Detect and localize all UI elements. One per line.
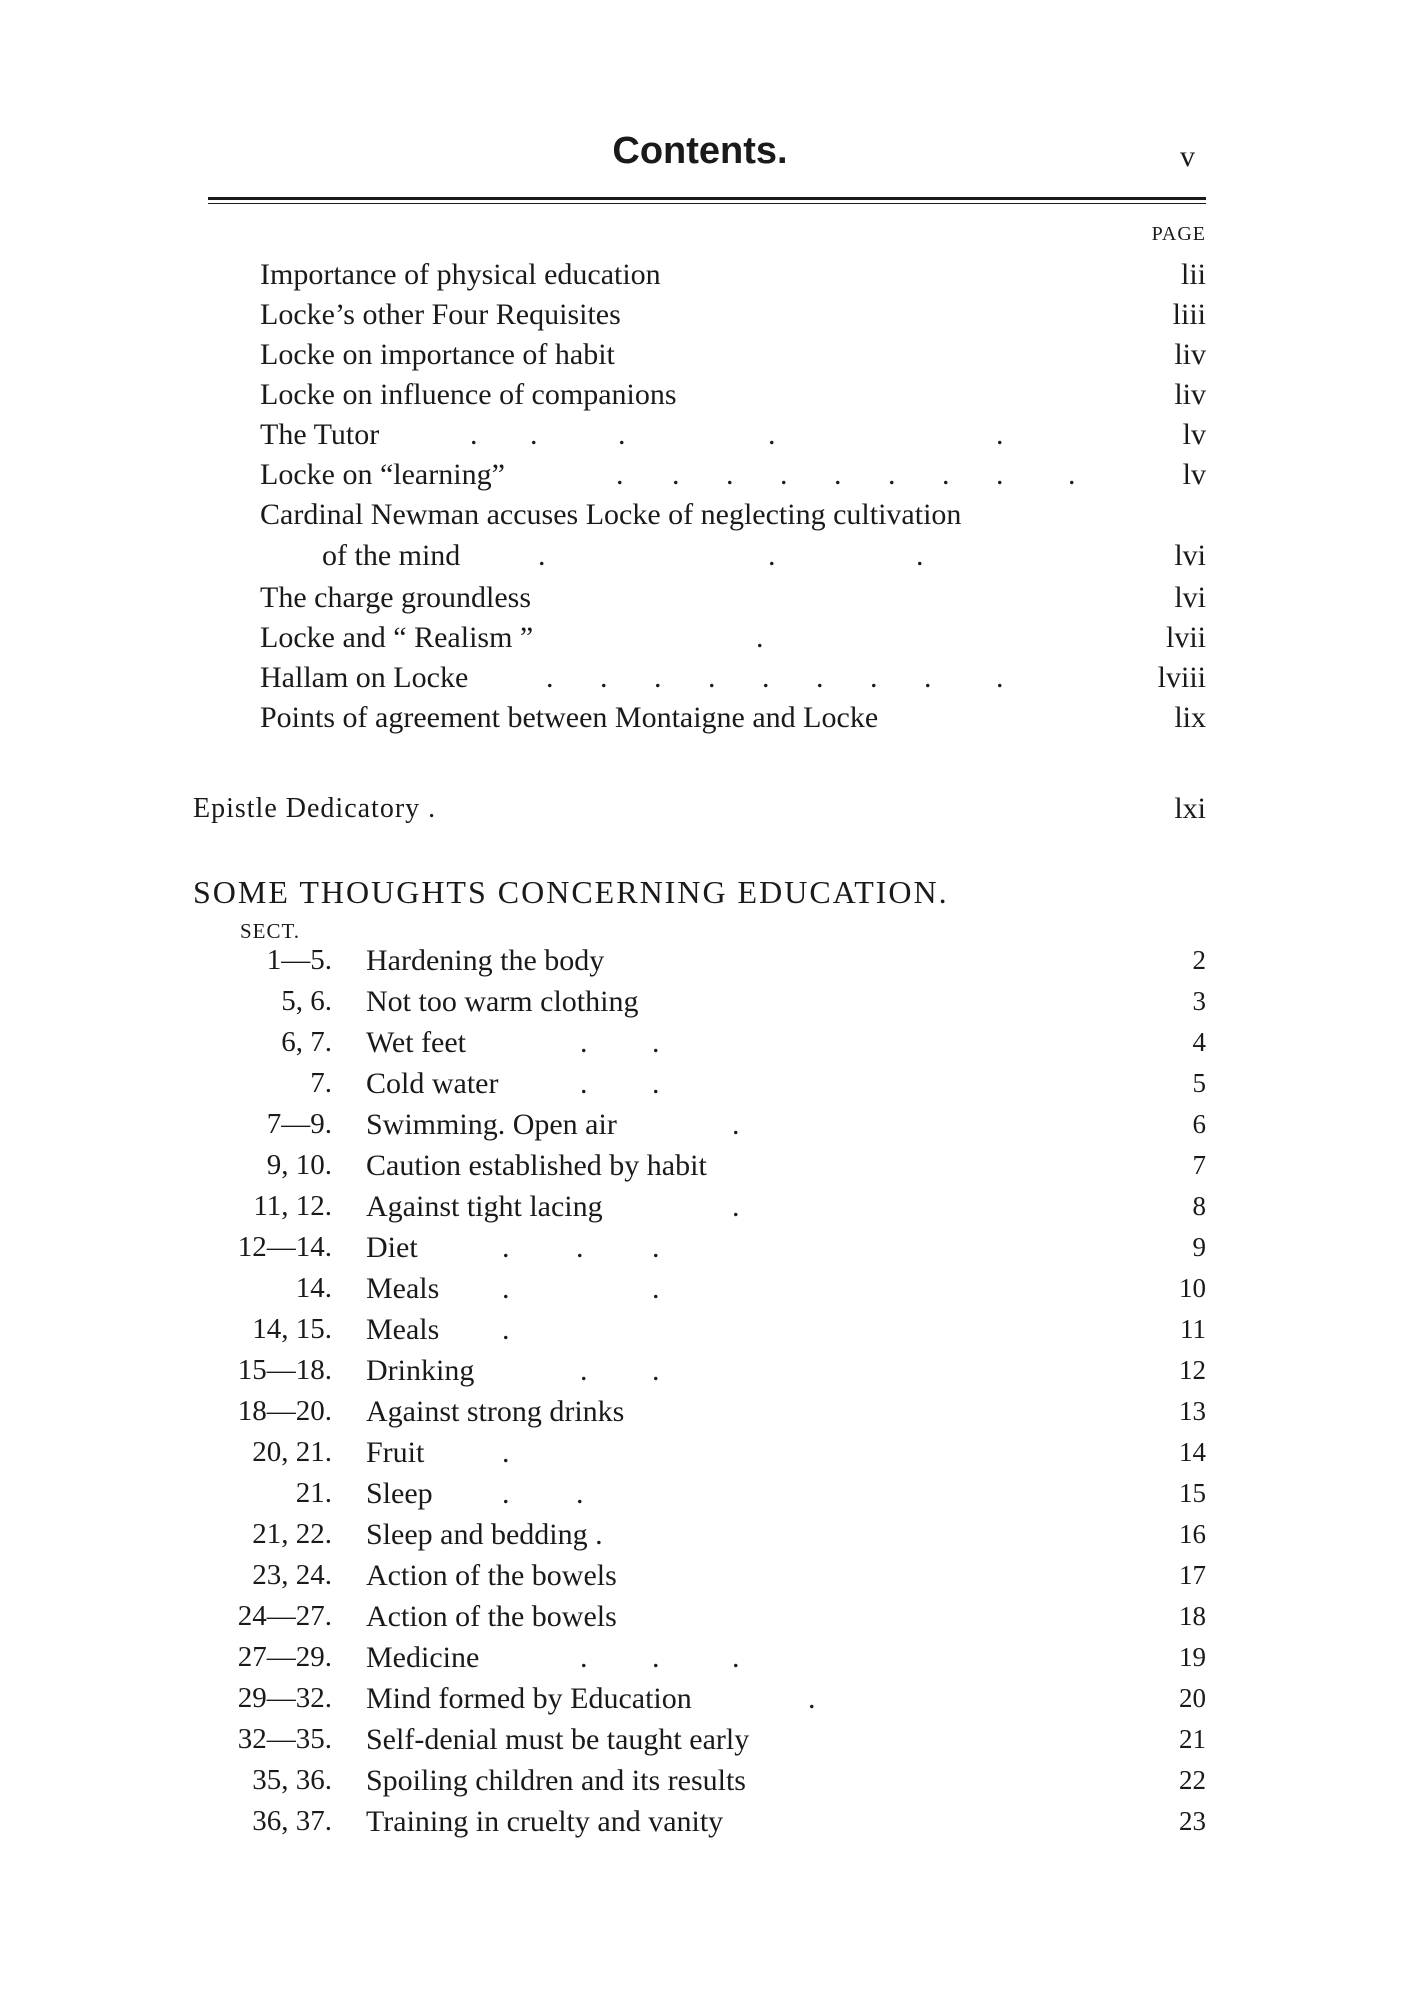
section-number: 18—20. bbox=[237, 1395, 332, 1427]
leader-dot: . bbox=[732, 1108, 740, 1141]
section-number: 6, 7. bbox=[281, 1026, 332, 1058]
leader-dot: . bbox=[580, 1354, 588, 1387]
leader-dot: . bbox=[870, 661, 878, 694]
section-entry[interactable] bbox=[0, 1186, 1404, 1227]
section-page: 11 bbox=[1180, 1314, 1206, 1344]
page-title: Contents. bbox=[612, 130, 788, 172]
section-number: 21. bbox=[295, 1477, 332, 1509]
leader-dot: . bbox=[768, 418, 776, 451]
leader-dot: . bbox=[916, 539, 924, 572]
section-entry[interactable] bbox=[0, 1104, 1404, 1145]
section-number: 7—9. bbox=[266, 1108, 332, 1140]
section-title: Diet bbox=[366, 1231, 418, 1264]
toc-entry-title: Locke’s other Four Requisites bbox=[260, 298, 621, 331]
leader-dot: . bbox=[580, 1026, 588, 1059]
section-page: 15 bbox=[1179, 1478, 1206, 1508]
main-section-heading: SOME THOUGHTS CONCERNING EDUCATION. bbox=[193, 874, 949, 910]
toc-entry-page: lv bbox=[1182, 458, 1206, 491]
leader-dot: . bbox=[726, 458, 734, 491]
leader-dot: . bbox=[756, 621, 764, 654]
section-entry[interactable] bbox=[0, 1760, 1404, 1801]
section-title: Meals bbox=[366, 1313, 440, 1346]
leader-dot: . bbox=[652, 1026, 660, 1059]
epistle-dedicatory-page: lxi bbox=[1174, 792, 1206, 825]
section-title: Sleep and bedding . bbox=[366, 1518, 603, 1551]
leader-dot: . bbox=[834, 458, 842, 491]
leader-dot: . bbox=[538, 539, 546, 572]
section-entry[interactable] bbox=[0, 1268, 1404, 1309]
section-entry[interactable] bbox=[0, 1309, 1404, 1350]
leader-dot: . bbox=[652, 1272, 660, 1305]
leader-dot: . bbox=[652, 1641, 660, 1674]
section-title: Training in cruelty and vanity bbox=[366, 1805, 724, 1838]
section-page: 6 bbox=[1192, 1109, 1206, 1139]
toc-entry-page: lvi bbox=[1174, 539, 1206, 572]
toc-entry-title: Locke on “learning” bbox=[260, 458, 505, 491]
toc-entry-title: Points of agreement between Montaigne and Locke bbox=[260, 701, 879, 734]
toc-entry[interactable] bbox=[0, 577, 1404, 618]
toc-entry-page: lvi bbox=[1174, 581, 1206, 614]
section-entry[interactable] bbox=[0, 1063, 1404, 1104]
section-page: 7 bbox=[1192, 1150, 1206, 1180]
toc-entry[interactable] bbox=[0, 254, 1404, 295]
section-number: 14. bbox=[295, 1272, 332, 1304]
section-title: Hardening the body bbox=[366, 944, 605, 977]
section-number: 23, 24. bbox=[252, 1559, 332, 1591]
leader-dot: . bbox=[580, 1641, 588, 1674]
section-title: Against strong drinks bbox=[366, 1395, 625, 1428]
section-title: Wet feet bbox=[366, 1026, 467, 1059]
header-rule bbox=[208, 197, 1206, 200]
section-page: 18 bbox=[1179, 1601, 1206, 1631]
toc-entry[interactable] bbox=[0, 494, 1404, 535]
leader-dot: . bbox=[672, 458, 680, 491]
leader-dot: . bbox=[654, 661, 662, 694]
section-page: 17 bbox=[1179, 1560, 1206, 1590]
section-number: 1—5. bbox=[266, 944, 332, 976]
section-number: 21, 22. bbox=[252, 1518, 332, 1550]
sect-column-label: SECT. bbox=[240, 919, 301, 943]
leader-dot: . bbox=[942, 458, 950, 491]
toc-entry-title: of the mind bbox=[322, 539, 461, 572]
leader-dot: . bbox=[768, 539, 776, 572]
section-entry[interactable] bbox=[0, 1145, 1404, 1186]
toc-entry-page: liv bbox=[1174, 338, 1206, 371]
section-title: Mind formed by Education bbox=[366, 1682, 692, 1715]
section-entry[interactable] bbox=[0, 1596, 1404, 1637]
leader-dot: . bbox=[576, 1477, 584, 1510]
leader-dot: . bbox=[502, 1477, 510, 1510]
section-page: 19 bbox=[1179, 1642, 1206, 1672]
section-page: 20 bbox=[1179, 1683, 1206, 1713]
leader-dot: . bbox=[808, 1682, 816, 1715]
section-number: 7. bbox=[310, 1067, 332, 1099]
section-number: 29—32. bbox=[237, 1682, 332, 1714]
section-entry[interactable] bbox=[0, 1350, 1404, 1391]
section-number: 12—14. bbox=[237, 1231, 332, 1263]
leader-dot: . bbox=[546, 661, 554, 694]
toc-entry[interactable] bbox=[0, 454, 1404, 495]
section-number: 5, 6. bbox=[281, 985, 332, 1017]
toc-entry-page: liv bbox=[1174, 378, 1206, 411]
leader-dot: . bbox=[1068, 458, 1076, 491]
section-page: 16 bbox=[1179, 1519, 1206, 1549]
section-page: 9 bbox=[1192, 1232, 1206, 1262]
leader-dot: . bbox=[530, 418, 538, 451]
section-title: Meals bbox=[366, 1272, 440, 1305]
toc-entry[interactable] bbox=[0, 414, 1404, 455]
section-number: 15—18. bbox=[237, 1354, 332, 1386]
toc-entry-page: liii bbox=[1172, 298, 1206, 331]
section-page: 8 bbox=[1192, 1191, 1206, 1221]
section-number: 11, 12. bbox=[253, 1190, 332, 1222]
leader-dot: . bbox=[502, 1272, 510, 1305]
section-entry[interactable] bbox=[0, 981, 1404, 1022]
section-title: Action of the bowels bbox=[366, 1559, 617, 1592]
section-page: 13 bbox=[1179, 1396, 1206, 1426]
section-number: 9, 10. bbox=[266, 1149, 332, 1181]
leader-dot: . bbox=[732, 1190, 740, 1223]
toc-entry[interactable] bbox=[0, 535, 1404, 576]
toc-entry-title: Locke and “ Realism ” bbox=[260, 621, 534, 654]
section-entry[interactable] bbox=[0, 1227, 1404, 1268]
leader-dot: . bbox=[888, 458, 896, 491]
section-title: Medicine bbox=[366, 1641, 480, 1674]
section-page: 23 bbox=[1179, 1806, 1206, 1836]
section-entry[interactable] bbox=[0, 1391, 1404, 1432]
section-title: Not too warm clothing bbox=[366, 985, 639, 1018]
section-title: Cold water bbox=[366, 1067, 499, 1100]
toc-entry-title: The charge groundless bbox=[260, 581, 532, 614]
toc-entry-page: lii bbox=[1180, 258, 1206, 291]
section-page: 21 bbox=[1179, 1724, 1206, 1754]
leader-dot: . bbox=[924, 661, 932, 694]
leader-dot: . bbox=[996, 458, 1004, 491]
section-page: 2 bbox=[1192, 945, 1206, 975]
leader-dot: . bbox=[502, 1231, 510, 1264]
leader-dot: . bbox=[780, 458, 788, 491]
section-entry[interactable] bbox=[0, 1555, 1404, 1596]
leader-dot: . bbox=[618, 418, 626, 451]
section-page: 3 bbox=[1192, 986, 1206, 1016]
section-entry[interactable] bbox=[0, 1678, 1404, 1719]
toc-entry-page: lviii bbox=[1157, 661, 1206, 694]
toc-entry-page: lix bbox=[1174, 701, 1206, 734]
leader-dot: . bbox=[652, 1231, 660, 1264]
section-title: Self-denial must be taught early bbox=[366, 1723, 750, 1756]
leader-dot: . bbox=[470, 418, 478, 451]
leader-dot: . bbox=[732, 1641, 740, 1674]
leader-dot: . bbox=[600, 661, 608, 694]
section-number: 20, 21. bbox=[252, 1436, 332, 1468]
section-page: 22 bbox=[1179, 1765, 1206, 1795]
leader-dot: . bbox=[580, 1067, 588, 1100]
section-page: 4 bbox=[1192, 1027, 1206, 1057]
toc-entry[interactable] bbox=[0, 697, 1404, 738]
section-number: 27—29. bbox=[237, 1641, 332, 1673]
page-number: v bbox=[1180, 140, 1195, 173]
page-column-label: PAGE bbox=[1151, 223, 1206, 245]
section-page: 14 bbox=[1179, 1437, 1206, 1467]
section-entry[interactable] bbox=[0, 1801, 1404, 1842]
section-title: Action of the bowels bbox=[366, 1600, 617, 1633]
section-entry[interactable] bbox=[0, 940, 1404, 981]
toc-entry-title: Locke on importance of habit bbox=[260, 338, 615, 371]
section-title: Against tight lacing bbox=[366, 1190, 603, 1223]
section-title: Fruit bbox=[366, 1436, 425, 1469]
leader-dot: . bbox=[762, 661, 770, 694]
epistle-dedicatory-entry[interactable]: Epistle Dedicatory . bbox=[193, 793, 437, 824]
section-entry[interactable] bbox=[0, 1719, 1404, 1760]
leader-dot: . bbox=[996, 661, 1004, 694]
leader-dot: . bbox=[996, 418, 1004, 451]
section-title: Sleep bbox=[366, 1477, 433, 1510]
section-title: Drinking bbox=[366, 1354, 475, 1387]
toc-entry-title: Hallam on Locke bbox=[260, 661, 469, 694]
toc-entry[interactable] bbox=[0, 334, 1404, 375]
section-entry[interactable] bbox=[0, 1514, 1404, 1555]
leader-dot: . bbox=[502, 1436, 510, 1469]
toc-entry-page: lvii bbox=[1165, 621, 1206, 654]
toc-entry-title: Locke on influence of companions bbox=[260, 378, 677, 411]
section-page: 5 bbox=[1192, 1068, 1206, 1098]
section-entry[interactable] bbox=[0, 1432, 1404, 1473]
section-number: 36, 37. bbox=[252, 1805, 332, 1837]
section-number: 32—35. bbox=[237, 1723, 332, 1755]
header-rule-thin bbox=[208, 203, 1206, 204]
toc-entry-title: Cardinal Newman accuses Locke of neglecting cultivation bbox=[260, 498, 962, 531]
toc-entry[interactable] bbox=[0, 374, 1404, 415]
section-number: 14, 15. bbox=[252, 1313, 332, 1345]
toc-entry[interactable] bbox=[0, 617, 1404, 658]
toc-entry-title: The Tutor bbox=[260, 418, 380, 451]
leader-dot: . bbox=[616, 458, 624, 491]
toc-entry-page: lv bbox=[1182, 418, 1206, 451]
leader-dot: . bbox=[652, 1354, 660, 1387]
section-title: Swimming. Open air bbox=[366, 1108, 617, 1141]
section-entry[interactable] bbox=[0, 1022, 1404, 1063]
section-number: 35, 36. bbox=[252, 1764, 332, 1796]
toc-entry[interactable] bbox=[0, 294, 1404, 335]
leader-dot: . bbox=[816, 661, 824, 694]
leader-dot: . bbox=[708, 661, 716, 694]
section-number: 24—27. bbox=[237, 1600, 332, 1632]
section-page: 12 bbox=[1179, 1355, 1206, 1385]
section-title: Spoiling children and its results bbox=[366, 1764, 746, 1797]
toc-entry-title: Importance of physical education bbox=[260, 258, 661, 291]
leader-dot: . bbox=[502, 1313, 510, 1346]
section-entry[interactable] bbox=[0, 1473, 1404, 1514]
section-entry[interactable] bbox=[0, 1637, 1404, 1678]
toc-entry[interactable] bbox=[0, 657, 1404, 698]
section-title: Caution established by habit bbox=[366, 1149, 707, 1182]
leader-dot: . bbox=[576, 1231, 584, 1264]
leader-dot: . bbox=[652, 1067, 660, 1100]
section-page: 10 bbox=[1179, 1273, 1206, 1303]
